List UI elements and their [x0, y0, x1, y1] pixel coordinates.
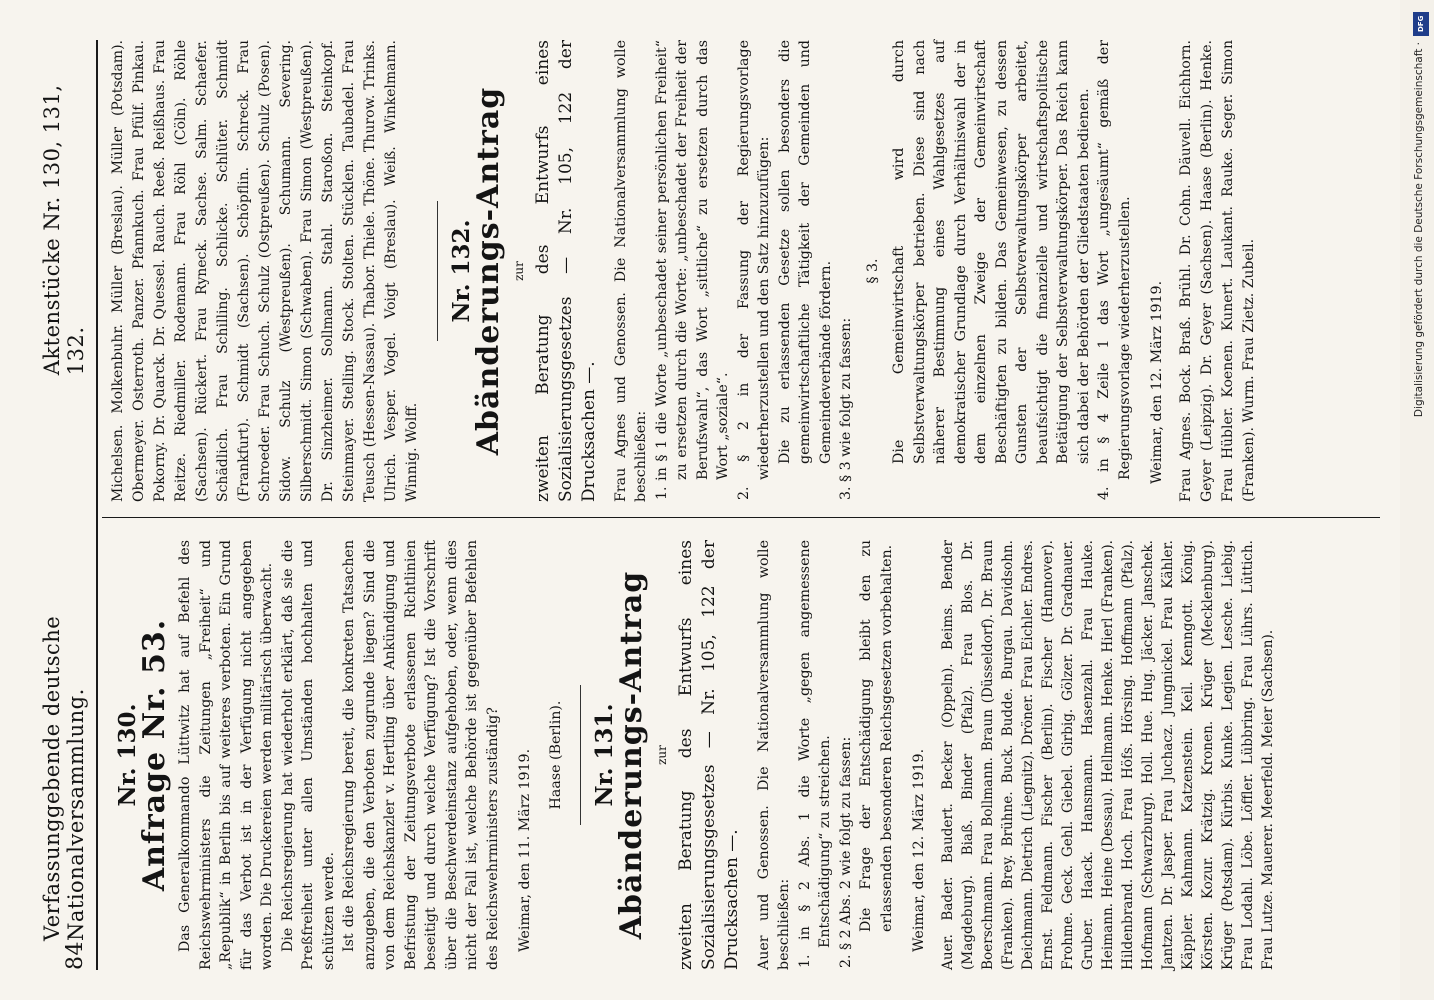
- antrag-item-2-text: Die zu erlassenden Gesetze sollen besonders die gemeinwirtschaftliche Tätigkeit der Gemeinden und Gemeindeverbände fördern.: [776, 40, 834, 464]
- page-number: 84: [63, 941, 88, 970]
- antrag-item-2-text: Die Frage der Entschädigung bleibt den zu erlassenden besonderen Reichsgesetzen vorbehalten.: [858, 540, 895, 932]
- anfrage-paragraph-3: Ist die Reichsregierung bereit, die konkreten Tatsachen anzugeben, die den Verboten zugrunde liegen? Sind die von dem Reichskanzler v. Hertling über Ankündigung und Befristung der Zeitungsverbote erlassenen Richtlinien beseitigt und durch welche Verfügung? Ist die Vorschrift über die Beschwerdeinstanz aufgehoben, oder, wenn dies nicht der Fall ist, welche Behörde ist gegenüber Befehlen des Reichswehrministers zuständig?: [341, 540, 501, 970]
- antrag-intro: Auer und Genossen. Die Nationalversammlung wolle beschließen:: [755, 540, 792, 970]
- running-head: [40, 40, 88, 970]
- signatories-list: Frau Agnes. Bock. Braß. Brühl. Dr. Cohn. Däuvell. Eichhorn. Geyer (Leipzig). Dr. Geyer (Sachsen). Haase (Berlin). Henke. Frau Hübler. Koenen. Kunert. Laukant. Rauke. Seger. Simon (Franken). Wurm. Frau Zietz. Zubeil.: [1177, 40, 1257, 502]
- document-reference: Aktenstücke Nr. 130, 131, 132.: [40, 84, 88, 376]
- antrag-item-2: 2. § 2 in der Fassung der Regierungsvorlage wiederherzustellen und den Satz hinzuzufügen:: [735, 40, 772, 500]
- heading-anfrage-53: Anfrage Nr. 53.: [136, 618, 172, 892]
- section-3-heading: § 3.: [864, 258, 881, 284]
- antrag-lead: zweiten Beratung des Entwurfs eines Sozialisierungsgesetzes — Nr. 105, 122 der Drucksachen —.: [532, 40, 599, 502]
- antrag-lead: zweiten Beratung des Entwurfs eines Sozialisierungsgesetzes — Nr. 105, 122 der Drucksachen —.: [675, 540, 742, 970]
- column-divider: [102, 517, 1380, 518]
- signatories-list-continued: Michelsen. Molkenbuhr. Müller (Breslau). Müller (Potsdam). Obermeyer. Osterroth. Panzer. Pfannkuch. Frau Pfülf. Pinkau. Pokorny. Dr. Quarck. Dr. Quessel. Rauch. Reeß. Reißhaus. Frau Reitze. Riedmiller. Rodemann. Frau Röhl (Cöln). Röhle (Sachsen). Rückert. Frau Ryneck. Sachse. Salm. Schaefer. Schädlich. Frau Schilling. Schlicke. Schlüter. Schmidt (Frankfurt). Schmidt (Sachsen). Schöpflin. Schreck. Frau Schroeder. Frau Schuch. Schulz (Ostpreußen). Schulz (Posen). Sidow. Schulz (Westpreußen). Schumann. Severing. Silberschmidt. Simon (Schwaben). Frau Simon (Westpreußen). Dr. Sinzheimer. Sollmann. Stahl. Staroßon. Steinkopf. Steinmayer. Stelling. Stock. Stolten. Stücklen. Taubadel. Frau Teusch (Hessen-Nassau). Thabor. Thiele. Thöne. Thurow. Trinks. Ulrich. Vesper. Vogel. Voigt (Breslau). Weiß. Winkelmann. Winnig. Wolff.: [110, 40, 420, 502]
- heading-nr-131: Nr. 131.: [591, 703, 618, 807]
- zur-label: zur: [655, 745, 669, 765]
- signatories-list: Auer. Bader. Baudert. Becker (Oppeln). Beims. Bender (Magdeburg). Biaß. Binder (Pfalz). Frau Blos. Dr. Boerschmann. Frau Bollmann. Braun (Düsseldorf). Dr. Braun (Franken). Brey. Brühne. Buck. Budde. Burgau. Davidsohn. Deichmann. Dietrich (Liegnitz). Dröner. Frau Eichler. Endres. Ernst. Feldmann. Fischer (Berlin). Fischer (Hannover). Frohme. Geck. Gehl. Giebel. Girbig. Gölzer. Dr. Gradnauer. Gruber. Haack. Hansmann. Hasenzahl. Frau Hauke. Heimann. Heine (Dessau). Hellmann. Henke. Hierl (Franken). Hildenbrand. Hoch. Frau Höfs. Hörsing. Hoffmann (Pfalz). Hofmann (Schwarzburg). Holl. Hue. Hug. Jäcker. Janschek. Jantzen. Dr. Jasper. Frau Juchacz. Jungnickel. Frau Kähler. Käppler. Kahmann. Katzenstein. Keil. Kenngott. König. Körsten. Kozur. Krätzig. Kronen. Krüger (Mecklenburg). Krüger (Potsdam). Kürbis. Kunke. Legien. Lesche. Liebig. Frau Lodahl. Löbe. Löffler. Lübbring. Frau Lührs. Lüttich. Frau Lutze. Mauerer. Meerfeld. Meier (Sachsen).: [939, 540, 1276, 970]
- section-separator: [580, 685, 581, 825]
- antrag-intro: Frau Agnes und Genossen. Die Nationalversammlung wolle beschließen:: [612, 40, 649, 502]
- date-line: Weimar, den 11. März 1919.: [517, 748, 533, 952]
- zur-label: zur: [512, 261, 526, 281]
- dfg-logo-icon: DFG: [1413, 12, 1429, 36]
- anfrage-paragraph-1: Das Generalkommando Lüttwitz hat auf Befehl des Reichswehrministers die Zeitungen „Freiheit“ und „Republik“ in Berlin bis auf weiteres verboten. Ein Grund für das Verbot ist in der Verfügung nicht angegeben worden. Die Druckereien werden militärisch überwacht.: [177, 540, 275, 970]
- left-column: [108, 540, 1380, 970]
- antrag-item-4: 4. in § 4 Zeile 1 das Wort „ungesäumt“ gemäß der Regierungsvorlage wiederherzustellen.: [1096, 40, 1133, 500]
- header-rule: [96, 40, 98, 970]
- publication-title: Verfassunggebende deutsche Nationalversammlung.: [40, 615, 88, 941]
- signature: Haase (Berlin).: [547, 700, 564, 810]
- antrag-item-1: 1. in § 2 Abs. 1 die Worte „gegen angemessene Entschädigung“ zu streichen.: [796, 540, 833, 968]
- antrag-item-2: 2. § 2 Abs. 2 wie folgt zu fassen:: [837, 736, 854, 968]
- heading-nr-130: Nr. 130.: [114, 703, 141, 807]
- dfg-watermark: [1410, 6, 1432, 996]
- anfrage-paragraph-2: Die Reichsregierung hat wiederholt erklärt, daß sie die Preßfreiheit unter allen Umständen hochhalten und schützen werde.: [279, 540, 337, 970]
- antrag-item-1: 1. in § 1 die Worte „unbeschadet seiner persönlichen Freiheit“ zu ersetzen durch die Worte: „unbeschadet der Freiheit der Berufswahl“, das Wort „sittliche“ zu ersetzen durch das Wort „soziale“.: [653, 40, 731, 500]
- heading-nr-132: Nr. 132.: [448, 219, 475, 323]
- heading-antrag: Abänderungs-Antrag: [613, 570, 649, 940]
- antrag-item-3: 3. § 3 wie folgt zu fassen:: [838, 317, 854, 500]
- date-line: Weimar, den 12. März 1919.: [911, 748, 927, 952]
- dfg-credit-text: Digitalisierung gefördert durch die Deutsche Forschungsgemeinschaft ·: [1413, 42, 1425, 418]
- heading-antrag: Abänderungs-Antrag: [470, 86, 506, 456]
- section-3-text: Die Gemeinwirtschaft wird durch Selbstverwaltungskörper betrieben. Diese sind nach näherer Bestimmung eines Wahlgesetzes auf demokratischer Grundlage durch Verhältniswahl der in dem einzelnen Zweige der Gemeinwirtschaft Beschäftigten zu bilden. Das Gemeinwesen, zu dessen Gunsten der Selbstverwaltungskörper arbeitet, beaufsichtigt die finanzielle und wirtschaftspolitische Betätigung der Selbstverwaltungskörper. Das Reich kann sich dabei der Behörden der Gliedstaaten bedienen.: [891, 40, 1092, 464]
- section-separator: [437, 201, 438, 341]
- right-column: [108, 40, 1380, 502]
- date-line: Weimar, den 12. März 1919.: [1149, 280, 1165, 484]
